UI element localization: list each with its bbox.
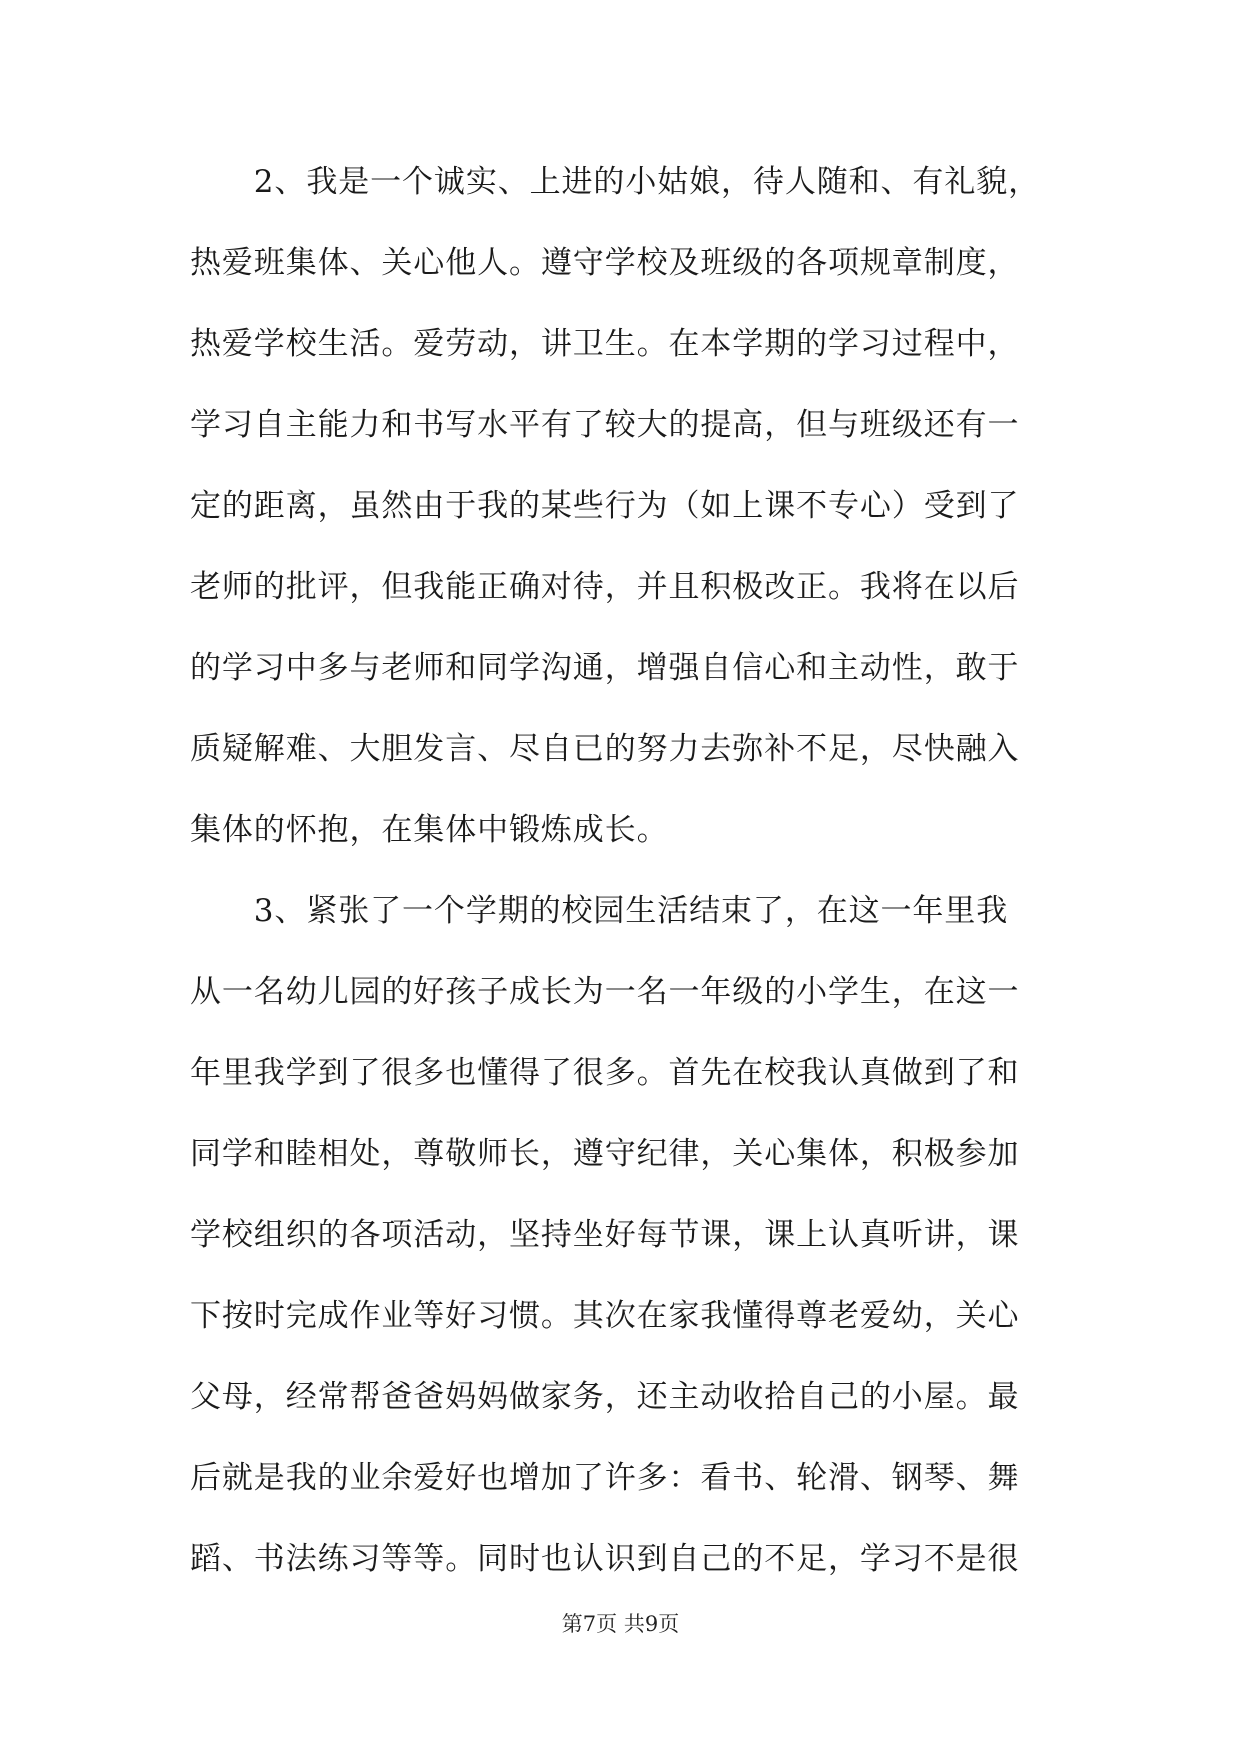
text-line: 从一名幼儿园的好孩子成长为一名一年级的小学生，在这一: [190, 974, 1020, 1010]
text-line: 的学习中多与老师和同学沟通，增强自信心和主动性，敢于: [190, 650, 1020, 686]
text-line: 蹈、书法练习等等。同时也认识到自己的不足，学习不是很: [190, 1541, 1020, 1577]
text-line: 后就是我的业余爱好也增加了许多：看书、轮滑、钢琴、舞: [190, 1460, 1020, 1496]
text-line: 定的距离，虽然由于我的某些行为（如上课不专心）受到了: [190, 488, 1020, 524]
text-line: 2、我是一个诚实、上进的小姑娘，待人随和、有礼貌，: [190, 164, 1041, 200]
text-line: 质疑解难、大胆发言、尽自已的努力去弥补不足，尽快融入: [190, 731, 1020, 767]
text-line: 集体的怀抱，在集体中锻炼成长。: [190, 812, 669, 848]
document-body: [190, 162, 1050, 1620]
text-line: 学校组织的各项活动，坚持坐好每节课，课上认真听讲，课: [190, 1217, 1020, 1253]
text-line: 下按时完成作业等好习惯。其次在家我懂得尊老爱幼，关心: [190, 1298, 1020, 1334]
text-line: 父母，经常帮爸爸妈妈做家务，还主动收拾自己的小屋。最: [190, 1379, 1020, 1415]
page-number-footer: 第7页 共9页: [561, 1612, 680, 1636]
text-line: 热爱班集体、关心他人。遵守学校及班级的各项规章制度，: [190, 245, 1020, 281]
text-line: 学习自主能力和书写水平有了较大的提高，但与班级还有一: [190, 407, 1020, 443]
text-line: 年里我学到了很多也懂得了很多。首先在校我认真做到了和: [190, 1055, 1020, 1091]
text-line: 热爱学校生活。爱劳动，讲卫生。在本学期的学习过程中，: [190, 326, 1020, 362]
text-line: 同学和睦相处，尊敬师长，遵守纪律，关心集体，积极参加: [190, 1136, 1020, 1172]
text-line: 3、紧张了一个学期的校园生活结束了，在这一年里我: [190, 893, 1009, 929]
text-line: 老师的批评，但我能正确对待，并且积极改正。我将在以后: [190, 569, 1020, 605]
